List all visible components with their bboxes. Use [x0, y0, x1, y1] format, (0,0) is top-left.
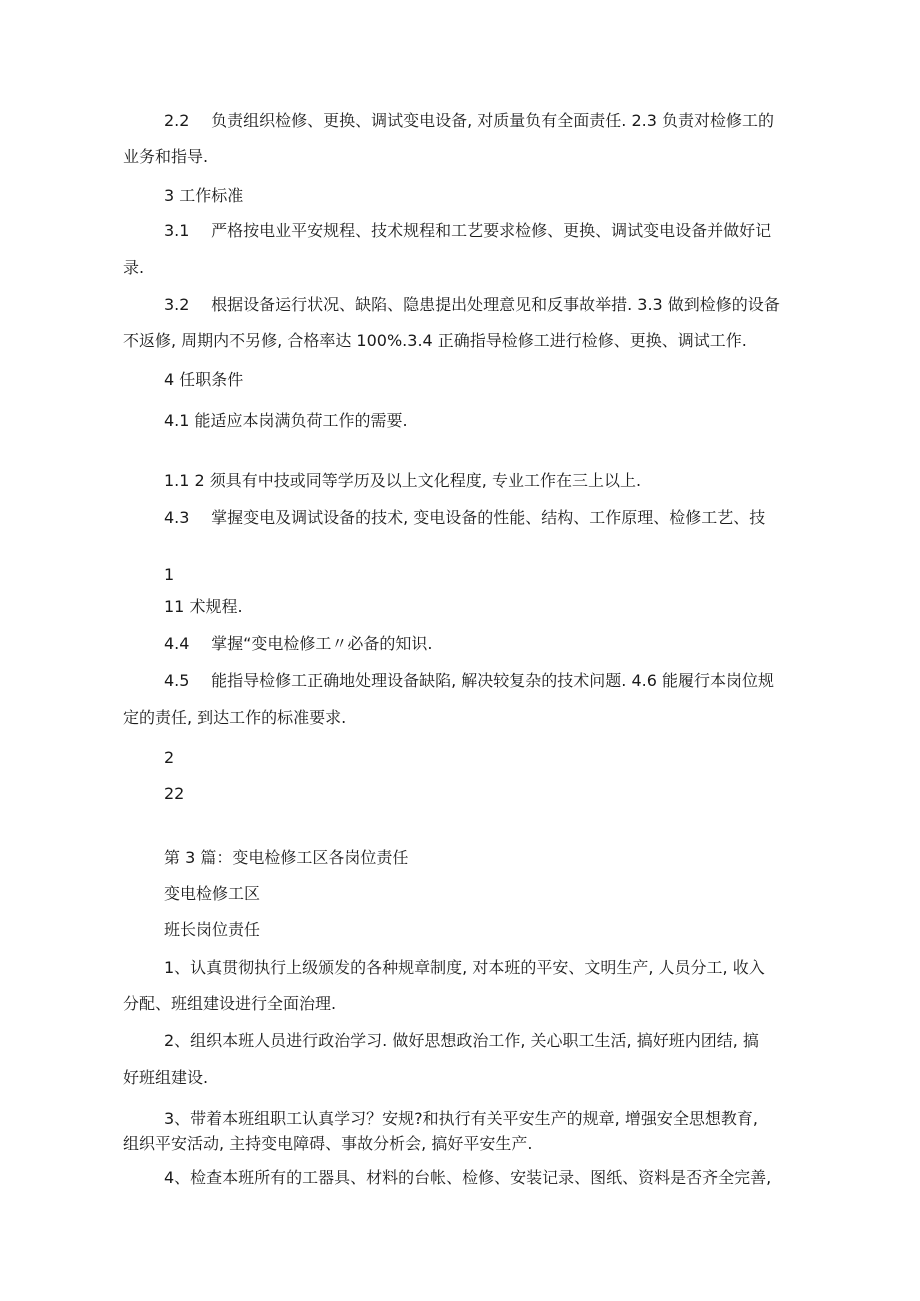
clause-text: 负责组织检修、更换、调试变电设备, 对质量负有全面责任. 2.3 负责对检修工的: [211, 111, 774, 130]
paragraph-4-1: 4.1 能适应本岗满负荷工作的需要.: [164, 411, 408, 430]
stray-number: 1: [164, 565, 175, 584]
text-line: 分配、班组建设进行全面治理.: [123, 994, 337, 1013]
stray-number: 2: [164, 748, 175, 767]
paragraph-4-2: 1.1 2 须具有中技或同等学历及以上文化程度, 专业工作在三上以上.: [164, 471, 642, 490]
duty-item-3: 3、带着本班组职工认真学习？安规?和执行有关平安生产的规章, 增强安全思想教育,: [164, 1109, 758, 1128]
duty-item-2: 2、组织本班人员进行政治学习. 做好思想政治工作, 关心职工生活, 搞好班内团结, 搞: [164, 1031, 759, 1050]
clause-number: 3.1: [164, 221, 190, 240]
text-line: 业务和指导.: [123, 147, 209, 166]
duty-item-1: 1、认真贯彻执行上级颁发的各种规章制度, 对本班的平安、文明生产, 人员分工, 收入: [164, 958, 765, 977]
stray-number: 22: [164, 784, 185, 803]
chapter-title: 第 3 篇：变电检修工区各岗位责任: [164, 848, 409, 867]
clause-text: 根据设备运行状况、缺陷、隐患提出处理意见和反事故举措. 3.3 做到检修的设备: [211, 295, 780, 314]
clause-number: 3.2: [164, 295, 190, 314]
clause-number: 4.3: [164, 508, 190, 527]
text-line: 定的责任, 到达工作的标准要求.: [123, 708, 347, 727]
text-line: 录.: [123, 258, 145, 277]
section-heading: 4 任职条件: [164, 370, 244, 389]
paragraph-3-1: [164, 220, 771, 242]
paragraph-4-5: [164, 670, 774, 692]
paragraph-2-2: [164, 110, 774, 132]
text-line: 11 术规程.: [164, 597, 243, 616]
paragraph-3-2: [164, 294, 780, 316]
clause-text: 掌握变电及调试设备的技术, 变电设备的性能、结构、工作原理、检修工艺、技: [211, 508, 766, 527]
duty-item-4: 4、检查本班所有的工器具、材料的台帐、检修、安装记录、图纸、资料是否齐全完善,: [164, 1168, 772, 1187]
clause-number: 4.4: [164, 634, 190, 653]
clause-number: 4.5: [164, 671, 190, 690]
text-line: 组织平安活动, 主持变电障碍、事故分析会, 搞好平安生产.: [123, 1134, 533, 1153]
department-title: 变电检修工区: [164, 884, 261, 903]
paragraph-4-3: [164, 507, 765, 529]
position-title: 班长岗位责任: [164, 920, 261, 939]
text-line: 不返修, 周期内不另修, 合格率达 100%.3.4 正确指导检修工进行检修、更换、调试工作.: [123, 331, 747, 350]
clause-text: 能指导检修工正确地处理设备缺陷, 解决较复杂的技术问题. 4.6 能履行本岗位规: [211, 671, 774, 690]
section-heading: 3 工作标准: [164, 186, 244, 205]
clause-text: 掌握“变电检修工〃必备的知识.: [211, 634, 433, 653]
clause-number: 2.2: [164, 111, 190, 130]
paragraph-4-4: [164, 633, 432, 655]
text-line: 好班组建设.: [123, 1068, 209, 1087]
clause-text: 严格按电业平安规程、技术规程和工艺要求检修、更换、调试变电设备并做好记: [211, 221, 772, 240]
